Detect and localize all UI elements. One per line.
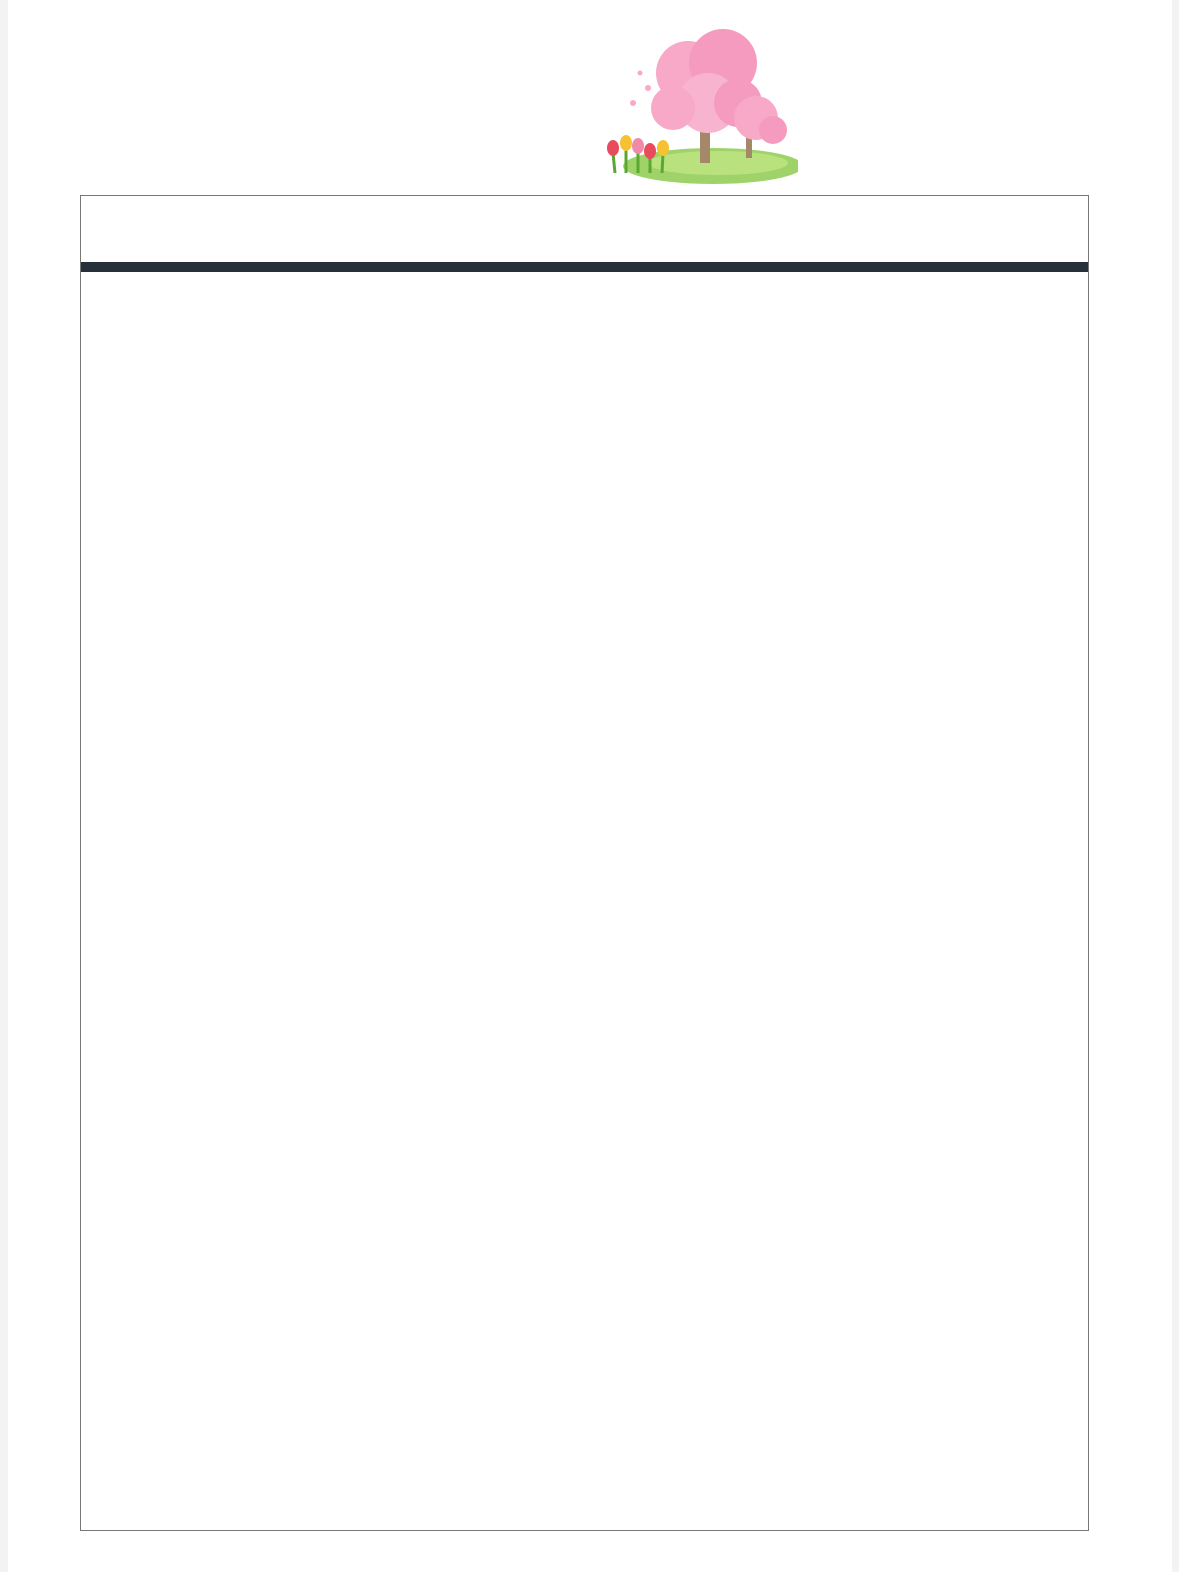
header-divider	[81, 262, 1088, 272]
calendar-grid	[80, 195, 1089, 1531]
cherry-blossom-tree-icon	[588, 18, 798, 188]
calendar-title	[88, 60, 120, 180]
weekday-header-row	[81, 196, 1088, 262]
calendar-body	[81, 272, 1088, 1530]
